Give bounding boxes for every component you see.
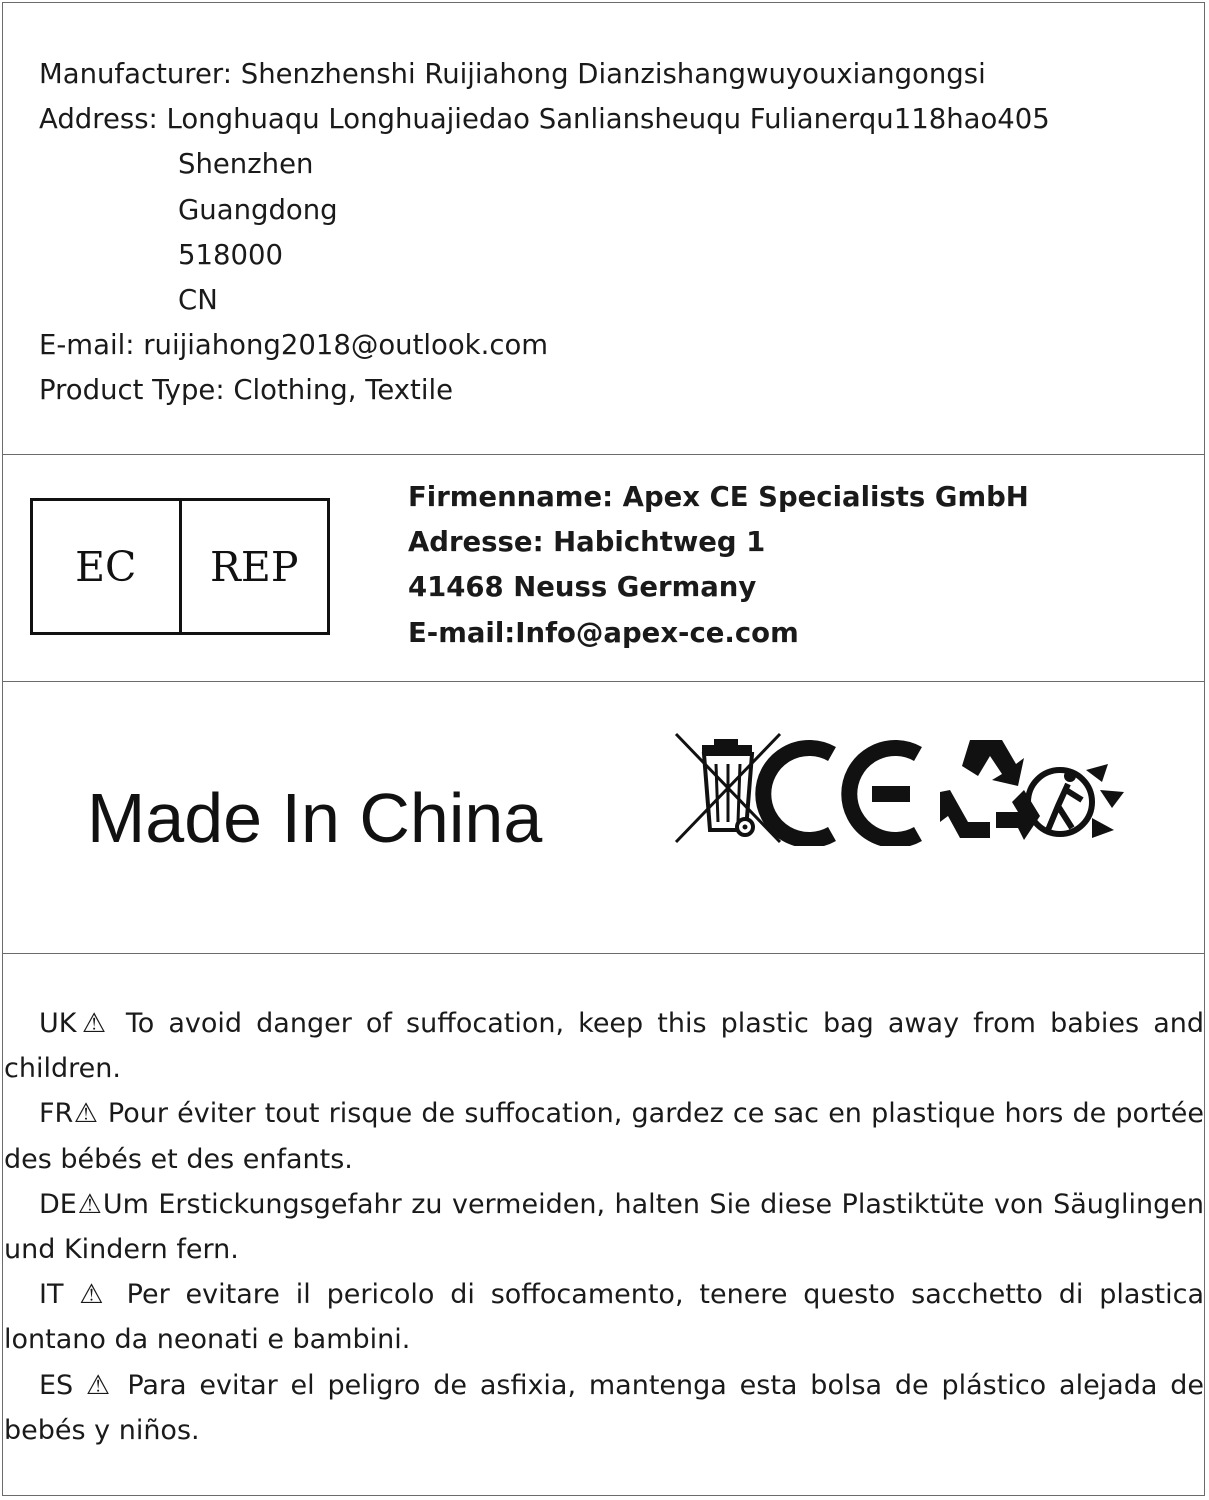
suffocation-warnings bbox=[4, 1001, 1204, 1453]
section-divider bbox=[2, 681, 1205, 682]
warning-code-de: DE bbox=[39, 1188, 77, 1220]
ce-mark-icon bbox=[763, 748, 918, 840]
address-postcode: 518000 bbox=[178, 238, 283, 271]
warning-de bbox=[4, 1182, 1204, 1272]
warning-code-es: ES bbox=[39, 1369, 87, 1401]
section-divider bbox=[2, 953, 1205, 954]
ec-rep-details bbox=[408, 475, 1029, 656]
warning-triangle-icon: ⚠ bbox=[76, 1188, 103, 1220]
warning-text-uk: To avoid danger of suffocation, keep this plastic bag away from babies and children. bbox=[4, 1008, 1204, 1085]
ec-rep-box-left: EC bbox=[33, 501, 182, 632]
warning-triangle-icon: ⚠ bbox=[86, 1369, 115, 1401]
manufacturer-block bbox=[39, 52, 1050, 414]
warning-code-fr: FR bbox=[39, 1098, 74, 1130]
warning-fr bbox=[4, 1091, 1204, 1181]
tidyman-icon bbox=[1028, 764, 1124, 838]
warning-triangle-icon: ⚠ bbox=[73, 1098, 99, 1130]
made-in-label: Made In China bbox=[87, 779, 543, 857]
address-country: CN bbox=[178, 284, 218, 317]
address-province: Guangdong bbox=[178, 193, 338, 226]
warning-text-fr: Pour éviter tout risque de suffocation, gardez ce sac en plastique hors de portée des bébés et des enfants. bbox=[4, 1098, 1204, 1175]
manufacturer-name: Manufacturer: Shenzhenshi Ruijiahong Dianzishangwuyouxiangongsi bbox=[39, 58, 986, 90]
warning-code-it: IT bbox=[39, 1279, 80, 1311]
ec-rep-symbol bbox=[30, 498, 330, 635]
warning-text-it: Per evitare il pericolo di soffocamento, tenere questo sacchetto di plastica lontano da neonati e bambini. bbox=[4, 1279, 1204, 1356]
warning-triangle-icon: ⚠ bbox=[76, 1008, 112, 1039]
warning-triangle-icon: ⚠ bbox=[79, 1279, 111, 1311]
recycle-icon bbox=[940, 740, 1040, 840]
manufacturer-email: E-mail: ruijiahong2018@outlook.com bbox=[39, 329, 549, 362]
rep-address: Adresse: Habichtweg 1 bbox=[408, 526, 766, 559]
warning-text-de: Um Erstickungsgefahr zu vermeiden, halten Sie diese Plastiktüte von Säuglingen und Kindern fern. bbox=[4, 1188, 1204, 1266]
rep-city: 41468 Neuss Germany bbox=[408, 571, 757, 604]
warning-it bbox=[4, 1272, 1204, 1362]
rep-email: E-mail:Info@apex-ce.com bbox=[408, 616, 799, 649]
section-divider bbox=[2, 454, 1205, 455]
rep-company: Firmenname: Apex CE Specialists GmbH bbox=[408, 481, 1029, 513]
warning-text-es: Para evitar el peligro de asfixia, mantenga esta bolsa de plástico alejada de bebés y niños. bbox=[4, 1369, 1204, 1446]
warning-uk bbox=[4, 1001, 1204, 1091]
warning-code-uk: UK bbox=[39, 1008, 77, 1039]
compliance-symbols bbox=[672, 730, 1132, 846]
address-city: Shenzhen bbox=[178, 148, 314, 181]
product-type: Product Type: Clothing, Textile bbox=[39, 374, 454, 407]
manufacturer-address: Address: Longhuaqu Longhuajiedao Sanliansheuqu Fulianerqu118hao405 bbox=[39, 103, 1050, 136]
ec-rep-box-right: REP bbox=[210, 542, 299, 591]
warning-es bbox=[4, 1363, 1204, 1453]
